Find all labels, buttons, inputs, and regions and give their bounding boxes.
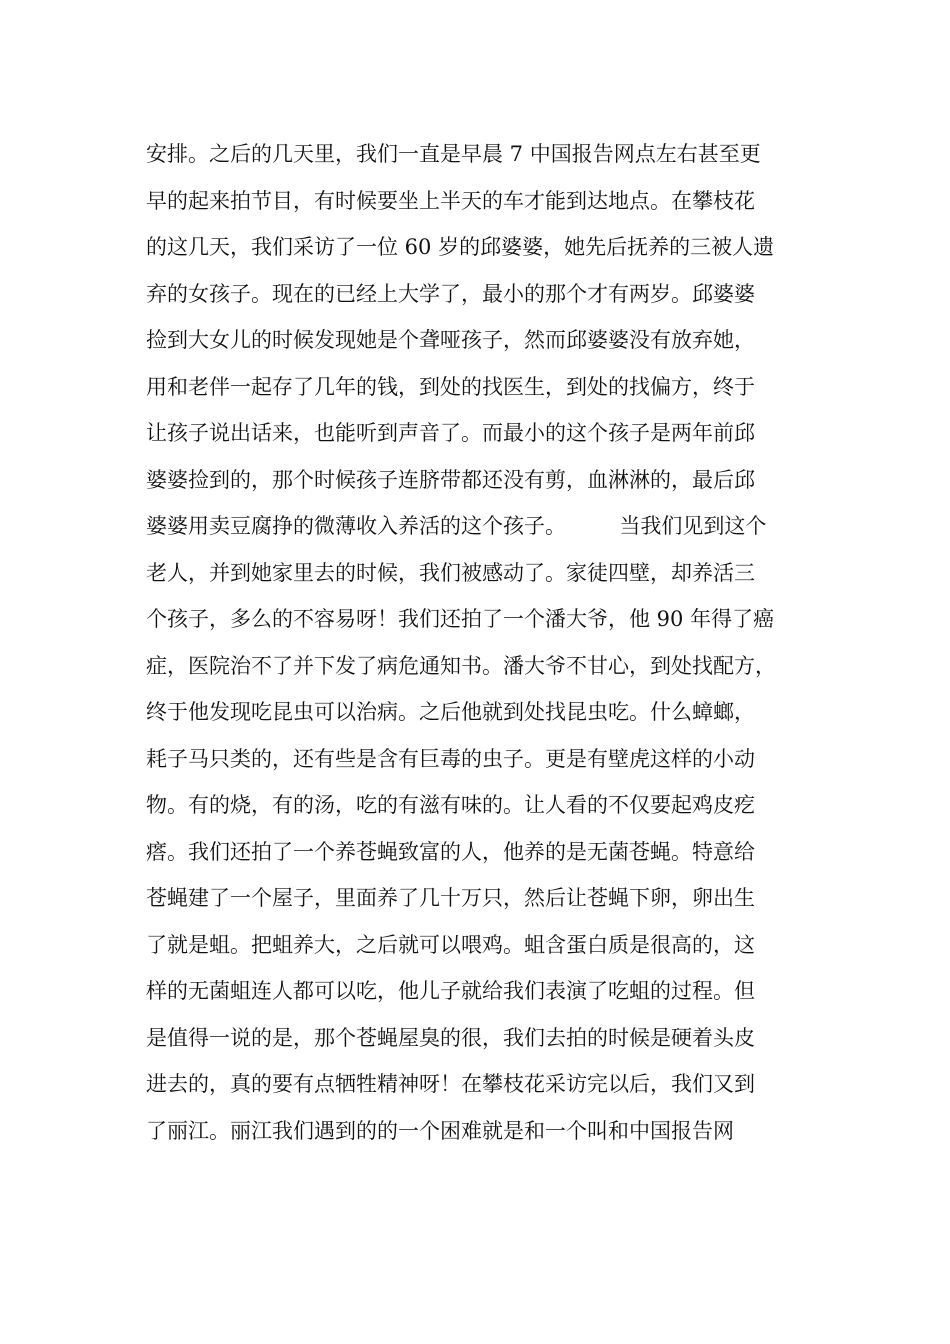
text-line: 进去的，真的要有点牺牲精神呀！在攀枝花采访完以后，我们又到 <box>146 1072 755 1096</box>
text-line: 症，医院治不了并下发了病危通知书。潘大爷不甘心，到处找配方， <box>146 653 776 678</box>
text-line: 个孩子，多么的不容易呀！我们还拍了一个潘大爷，他 90 年得了癌 <box>146 607 775 631</box>
text-line: 用和老伴一起存了几年的钱，到处的找医生，到处的找偏方，终于 <box>146 374 755 399</box>
text-line: 耗子马只类的，还有些是含有巨毒的虫子。更是有壁虎这样的小动 <box>146 746 755 771</box>
text-line: 瘩。我们还拍了一个养苍蝇致富的人，他养的是无菌苍蝇。特意给 <box>146 839 755 864</box>
text-line: 的这几天，我们采访了一位 60 岁的邱婆婆，她先后抚养的三被人遗 <box>146 235 775 259</box>
text-line: 弃的女孩子。现在的已经上大学了，最小的那个才有两岁。邱婆婆 <box>146 281 755 306</box>
text-line: 是值得一说的是，那个苍蝇屋臭的很，我们去拍的时候是硬着头皮 <box>146 1025 755 1050</box>
body-text <box>146 131 846 1154</box>
text-line: 了就是蛆。把蛆养大，之后就可以喂鸡。蛆含蛋白质是很高的，这 <box>146 932 755 957</box>
text-line: 婆婆用卖豆腐挣的微薄收入养活的这个孩子。 当我们见到这个 <box>146 514 767 538</box>
text-line: 苍蝇建了一个屋子，里面养了几十万只，然后让苍蝇下卵，卵出生 <box>146 886 755 910</box>
text-line: 让孩子说出话来，也能听到声音了。而最小的这个孩子是两年前邱 <box>146 421 755 445</box>
text-line: 样的无菌蛆连人都可以吃，他儿子就给我们表演了吃蛆的过程。但 <box>146 979 755 1003</box>
text-line: 物。有的烧，有的汤，吃的有滋有味的。让人看的不仅要起鸡皮疙 <box>146 793 755 817</box>
text-line: 了丽江。丽江我们遇到的的一个困难就是和一个叫和中国报告网 <box>146 1118 734 1143</box>
text-line: 终于他发现吃昆虫可以治病。之后他就到处找昆虫吃。什么蟑螂， <box>146 700 755 724</box>
text-line: 老人，并到她家里去的时候，我们被感动了。家徒四壁，却养活三 <box>146 560 755 585</box>
text-line: 早的起来拍节目，有时候要坐上半天的车才能到达地点。在攀枝花 <box>146 188 755 213</box>
text-line: 婆婆捡到的，那个时候孩子连脐带都还没有剪，血淋淋的，最后邱 <box>146 467 755 492</box>
text-line: 捡到大女儿的时候发现她是个聋哑孩子，然而邱婆婆没有放弃她， <box>146 328 755 352</box>
text-line: 安排。之后的几天里，我们一直是早晨 7 中国报告网点左右甚至更 <box>146 142 761 166</box>
